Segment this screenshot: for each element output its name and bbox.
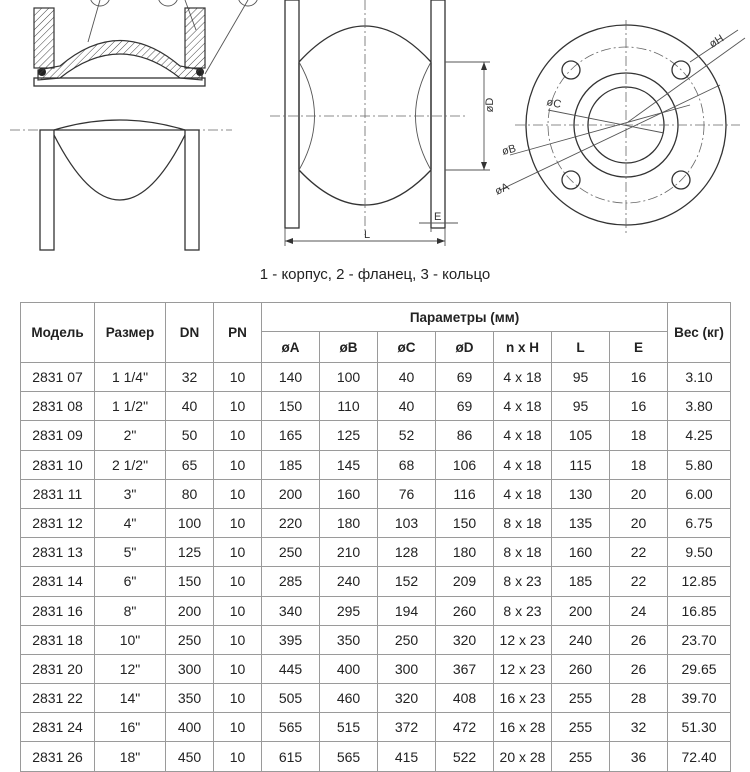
header-e: E — [610, 332, 668, 363]
cell-pn: 10 — [214, 567, 262, 596]
cell-e: 18 — [610, 421, 668, 450]
header-size: Размер — [95, 303, 166, 363]
cell-d: 150 — [436, 508, 494, 537]
cell-b: 460 — [320, 684, 378, 713]
cell-e: 22 — [610, 567, 668, 596]
table-row — [21, 742, 731, 771]
cell-pn: 10 — [214, 392, 262, 421]
cell-l: 130 — [552, 479, 610, 508]
cell-size: 2" — [95, 421, 166, 450]
cell-c: 52 — [378, 421, 436, 450]
cell-c: 320 — [378, 684, 436, 713]
header-d: øD — [436, 332, 494, 363]
cell-model: 2831 10 — [21, 450, 95, 479]
cell-c: 40 — [378, 392, 436, 421]
cell-a: 565 — [262, 713, 320, 742]
cell-d: 367 — [436, 654, 494, 683]
dim-d-label: øD — [484, 97, 496, 113]
cell-dn: 250 — [166, 625, 214, 654]
cell-l: 260 — [552, 654, 610, 683]
cell-pn: 10 — [214, 596, 262, 625]
header-params: Параметры (мм) — [262, 303, 668, 332]
cell-e: 24 — [610, 596, 668, 625]
cell-a: 285 — [262, 567, 320, 596]
cell-dn: 400 — [166, 713, 214, 742]
cell-dn: 65 — [166, 450, 214, 479]
cell-weight: 3.10 — [668, 363, 731, 392]
cell-l: 160 — [552, 538, 610, 567]
cell-dn: 32 — [166, 363, 214, 392]
cell-d: 320 — [436, 625, 494, 654]
cell-a: 250 — [262, 538, 320, 567]
cell-size: 1 1/4" — [95, 363, 166, 392]
cell-a: 220 — [262, 508, 320, 537]
cell-dn: 300 — [166, 654, 214, 683]
cell-model: 2831 20 — [21, 654, 95, 683]
cell-nxh: 16 x 28 — [494, 713, 552, 742]
cell-dn: 100 — [166, 508, 214, 537]
cell-pn: 10 — [214, 450, 262, 479]
cell-e: 28 — [610, 684, 668, 713]
cell-b: 565 — [320, 742, 378, 771]
header-weight: Вес (кг) — [668, 303, 731, 363]
cell-l: 255 — [552, 713, 610, 742]
cell-nxh: 4 x 18 — [494, 421, 552, 450]
table-row — [21, 421, 731, 450]
cell-weight: 5.80 — [668, 450, 731, 479]
cell-weight: 4.25 — [668, 421, 731, 450]
cell-weight: 72.40 — [668, 742, 731, 771]
cell-nxh: 20 x 28 — [494, 742, 552, 771]
cell-dn: 200 — [166, 596, 214, 625]
cell-a: 185 — [262, 450, 320, 479]
cell-b: 100 — [320, 363, 378, 392]
cell-size: 8" — [95, 596, 166, 625]
header-b: øB — [320, 332, 378, 363]
cell-nxh: 4 x 18 — [494, 363, 552, 392]
cell-nxh: 4 x 18 — [494, 392, 552, 421]
cell-weight: 16.85 — [668, 596, 731, 625]
cell-pn: 10 — [214, 508, 262, 537]
cell-l: 95 — [552, 392, 610, 421]
cell-b: 160 — [320, 479, 378, 508]
cell-d: 522 — [436, 742, 494, 771]
cell-d: 106 — [436, 450, 494, 479]
cell-dn: 50 — [166, 421, 214, 450]
cell-a: 200 — [262, 479, 320, 508]
cell-e: 20 — [610, 479, 668, 508]
cell-nxh: 12 x 23 — [494, 625, 552, 654]
cell-size: 1 1/2" — [95, 392, 166, 421]
cell-c: 128 — [378, 538, 436, 567]
table-row — [21, 363, 731, 392]
cell-c: 415 — [378, 742, 436, 771]
cell-nxh: 8 x 23 — [494, 596, 552, 625]
cell-a: 150 — [262, 392, 320, 421]
cell-weight: 12.85 — [668, 567, 731, 596]
cell-a: 140 — [262, 363, 320, 392]
cell-model: 2831 13 — [21, 538, 95, 567]
cell-e: 16 — [610, 363, 668, 392]
cell-a: 445 — [262, 654, 320, 683]
cell-d: 408 — [436, 684, 494, 713]
cell-a: 395 — [262, 625, 320, 654]
table-row — [21, 654, 731, 683]
cell-model: 2831 16 — [21, 596, 95, 625]
cell-pn: 10 — [214, 684, 262, 713]
cell-e: 16 — [610, 392, 668, 421]
table-row — [21, 625, 731, 654]
cell-a: 615 — [262, 742, 320, 771]
cell-model: 2831 12 — [21, 508, 95, 537]
cell-dn: 450 — [166, 742, 214, 771]
cell-model: 2831 08 — [21, 392, 95, 421]
cell-l: 135 — [552, 508, 610, 537]
header-c: øC — [378, 332, 436, 363]
header-dn: DN — [166, 303, 214, 363]
cell-e: 22 — [610, 538, 668, 567]
cell-weight: 39.70 — [668, 684, 731, 713]
table-row — [21, 450, 731, 479]
cell-dn: 350 — [166, 684, 214, 713]
cell-size: 5" — [95, 538, 166, 567]
cell-size: 18" — [95, 742, 166, 771]
cell-model: 2831 14 — [21, 567, 95, 596]
middle-side-view — [270, 0, 496, 246]
table-row — [21, 508, 731, 537]
cell-size: 16" — [95, 713, 166, 742]
cell-model: 2831 07 — [21, 363, 95, 392]
cell-l: 185 — [552, 567, 610, 596]
dim-c-label: øC — [545, 96, 563, 111]
cell-l: 200 — [552, 596, 610, 625]
cell-size: 3" — [95, 479, 166, 508]
cell-c: 76 — [378, 479, 436, 508]
cell-c: 40 — [378, 363, 436, 392]
cell-weight: 51.30 — [668, 713, 731, 742]
cell-c: 68 — [378, 450, 436, 479]
cell-nxh: 8 x 18 — [494, 508, 552, 537]
cell-e: 32 — [610, 713, 668, 742]
cell-weight: 29.65 — [668, 654, 731, 683]
cell-e: 26 — [610, 654, 668, 683]
cell-d: 86 — [436, 421, 494, 450]
cell-c: 103 — [378, 508, 436, 537]
table-row — [21, 713, 731, 742]
cell-a: 165 — [262, 421, 320, 450]
table-row — [21, 596, 731, 625]
cell-d: 116 — [436, 479, 494, 508]
flange-face-view — [493, 20, 745, 235]
cell-e: 26 — [610, 625, 668, 654]
cell-dn: 150 — [166, 567, 214, 596]
cell-a: 340 — [262, 596, 320, 625]
cell-c: 250 — [378, 625, 436, 654]
table-row — [21, 538, 731, 567]
cell-nxh: 12 x 23 — [494, 654, 552, 683]
cell-d: 180 — [436, 538, 494, 567]
cell-model: 2831 09 — [21, 421, 95, 450]
cell-weight: 3.80 — [668, 392, 731, 421]
cell-b: 515 — [320, 713, 378, 742]
cell-pn: 10 — [214, 538, 262, 567]
cell-b: 350 — [320, 625, 378, 654]
cell-l: 255 — [552, 742, 610, 771]
dim-e-label: E — [434, 211, 442, 223]
dim-l-label: L — [364, 229, 371, 241]
cell-l: 95 — [552, 363, 610, 392]
cell-dn: 80 — [166, 479, 214, 508]
cell-weight: 9.50 — [668, 538, 731, 567]
cell-weight: 6.00 — [668, 479, 731, 508]
drawing-caption: 1 - корпус, 2 - фланец, 3 - кольцо — [259, 266, 491, 283]
cell-b: 400 — [320, 654, 378, 683]
cell-b: 240 — [320, 567, 378, 596]
cell-l: 105 — [552, 421, 610, 450]
cell-d: 209 — [436, 567, 494, 596]
cell-size: 4" — [95, 508, 166, 537]
dim-h-label: øH — [707, 32, 727, 51]
cell-c: 372 — [378, 713, 436, 742]
header-model: Модель — [21, 303, 95, 363]
technical-drawing — [0, 0, 750, 260]
header-a: øA — [262, 332, 320, 363]
cell-pn: 10 — [214, 654, 262, 683]
cell-b: 110 — [320, 392, 378, 421]
cell-nxh: 8 x 18 — [494, 538, 552, 567]
table-row — [21, 479, 731, 508]
header-pn: PN — [214, 303, 262, 363]
header-l: L — [552, 332, 610, 363]
cell-l: 255 — [552, 684, 610, 713]
cell-l: 240 — [552, 625, 610, 654]
cell-e: 18 — [610, 450, 668, 479]
cell-b: 210 — [320, 538, 378, 567]
cell-b: 295 — [320, 596, 378, 625]
cell-b: 125 — [320, 421, 378, 450]
left-section-view — [10, 0, 258, 250]
dim-a-label: øA — [493, 180, 512, 198]
cell-a: 505 — [262, 684, 320, 713]
cell-size: 2 1/2" — [95, 450, 166, 479]
cell-pn: 10 — [214, 479, 262, 508]
cell-size: 12" — [95, 654, 166, 683]
cell-dn: 40 — [166, 392, 214, 421]
dim-b-label: øB — [500, 142, 518, 158]
cell-pn: 10 — [214, 363, 262, 392]
cell-e: 36 — [610, 742, 668, 771]
cell-weight: 6.75 — [668, 508, 731, 537]
cell-c: 152 — [378, 567, 436, 596]
cell-size: 10" — [95, 625, 166, 654]
cell-e: 20 — [610, 508, 668, 537]
cell-model: 2831 18 — [21, 625, 95, 654]
cell-model: 2831 26 — [21, 742, 95, 771]
cell-model: 2831 11 — [21, 479, 95, 508]
table-row — [21, 684, 731, 713]
cell-nxh: 16 x 23 — [494, 684, 552, 713]
cell-c: 194 — [378, 596, 436, 625]
cell-model: 2831 24 — [21, 713, 95, 742]
cell-size: 14" — [95, 684, 166, 713]
table-row — [21, 567, 731, 596]
table-row — [21, 392, 731, 421]
cell-pn: 10 — [214, 625, 262, 654]
cell-l: 115 — [552, 450, 610, 479]
cell-nxh: 4 x 18 — [494, 450, 552, 479]
cell-pn: 10 — [214, 713, 262, 742]
spec-table — [20, 302, 731, 772]
header-nxh: n x H — [494, 332, 552, 363]
cell-b: 180 — [320, 508, 378, 537]
cell-pn: 10 — [214, 421, 262, 450]
cell-nxh: 8 x 23 — [494, 567, 552, 596]
cell-nxh: 4 x 18 — [494, 479, 552, 508]
cell-weight: 23.70 — [668, 625, 731, 654]
cell-size: 6" — [95, 567, 166, 596]
cell-d: 69 — [436, 392, 494, 421]
cell-c: 300 — [378, 654, 436, 683]
cell-model: 2831 22 — [21, 684, 95, 713]
cell-d: 260 — [436, 596, 494, 625]
cell-d: 69 — [436, 363, 494, 392]
cell-d: 472 — [436, 713, 494, 742]
cell-dn: 125 — [166, 538, 214, 567]
cell-b: 145 — [320, 450, 378, 479]
cell-pn: 10 — [214, 742, 262, 771]
